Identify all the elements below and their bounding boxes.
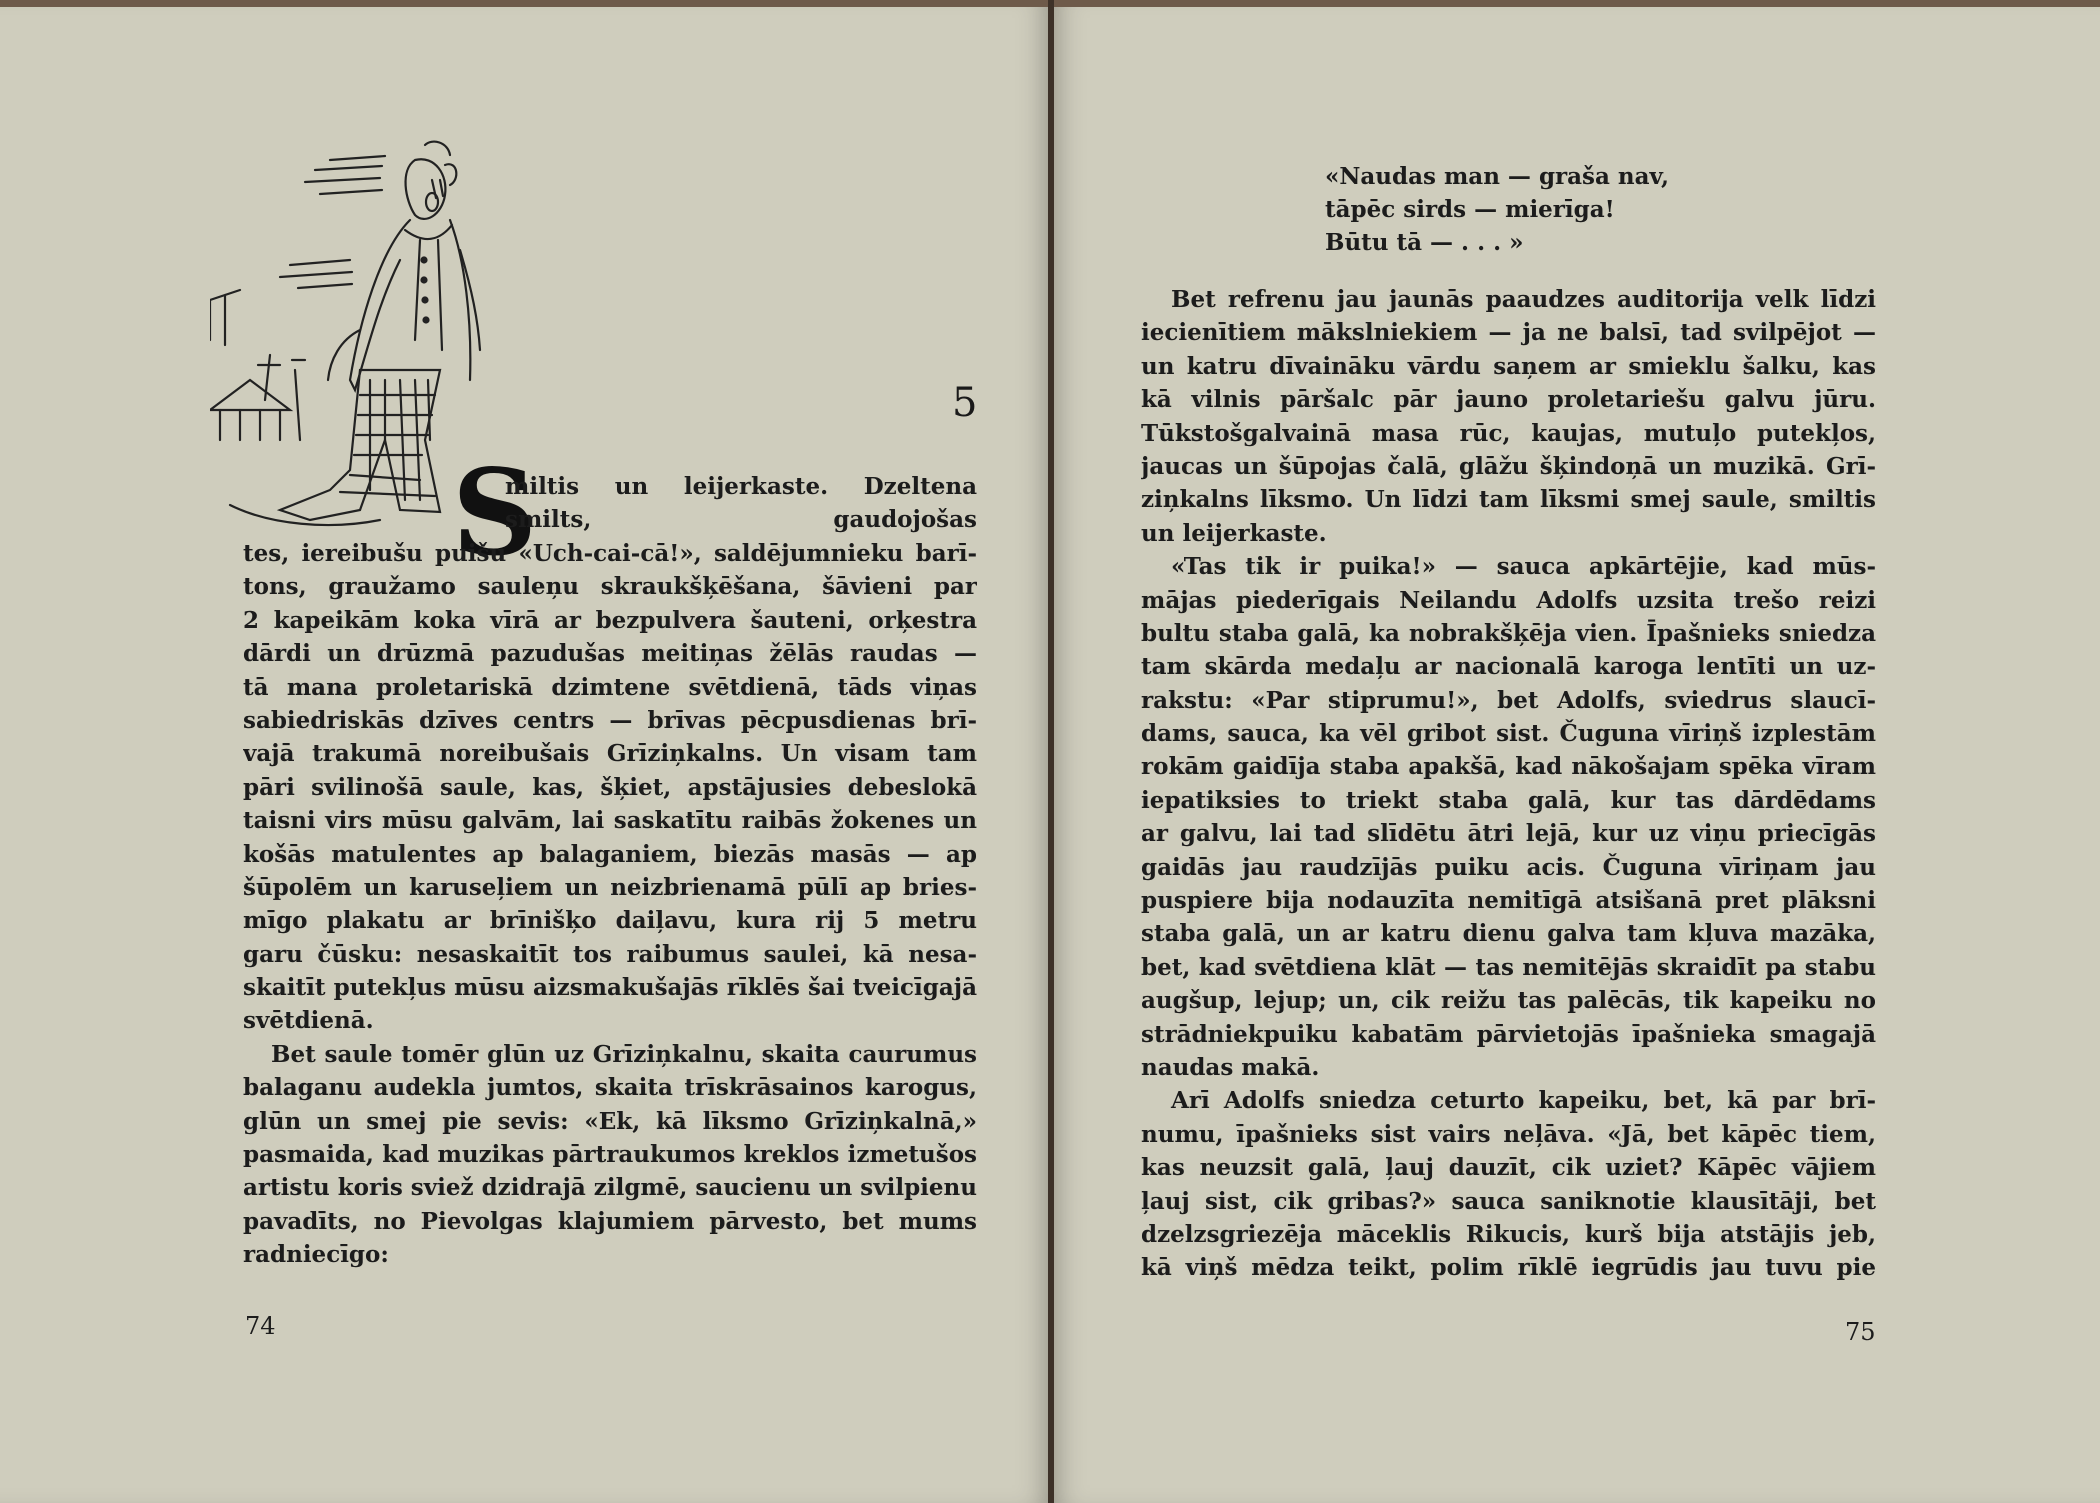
text-line: pāri svilinošā saule, kas, šķiet, apstājusies debeslokā [243, 773, 977, 801]
left-page [0, 0, 1048, 1503]
text-line: taisni virs mūsu galvām, lai saskatītu raibās žokenes un [243, 807, 977, 835]
top-edge [0, 0, 1048, 7]
text-line: šūpolēm un karuseļiem un neizbrienamā pūlī ap bries- [243, 873, 977, 901]
text-line: rakstu: «Par stiprumu!», bet Adolfs, sviedrus slaucī- [1141, 686, 1876, 714]
chapter-number: 5 [952, 380, 978, 426]
text-line: numu, īpašnieks sist vairs neļāva. «Jā, bet kāpēc tiem, [1141, 1120, 1876, 1148]
text-line: un katru dīvaināku vārdu saņem ar smieklu šalku, kas [1141, 352, 1876, 380]
text-line: un leijerkaste. [1141, 519, 1327, 547]
text-line: vajā trakumā noreibušais Grīziņkalns. Un visam tam [243, 740, 977, 768]
text-line: mājas piederīgais Neilandu Adolfs uzsita trešo reizi [1141, 586, 1876, 614]
text-line: jaucas un šūpojas čalā, glāžu šķindoņā un muzikā. Grī- [1141, 452, 1876, 480]
text-line: radniecīgo: [243, 1241, 389, 1269]
text-line: garu čūsku: nesaskaitīt tos raibumus saulei, kā nesa- [243, 940, 977, 968]
text-line: bultu staba galā, ka nobrakšķēja vien. Īpašnieks sniedza [1141, 619, 1876, 647]
text-line: tā mana proletariskā dzimtene svētdienā, tāds viņas [243, 673, 977, 701]
text-line: naudas makā. [1141, 1053, 1320, 1081]
text-line: kā viņš mēdza teikt, polim rīklē iegrūdis jau tuvu pie [1141, 1254, 1876, 1282]
text-line: košās matulentes ap balaganiem, biezās masās — ap [243, 840, 977, 868]
text-line: pavadīts, no Pievolgas klajumiem pārvesto, bet mums [243, 1207, 977, 1235]
text-line: strādniekpuiku kabatām pārvietojās īpašnieka smagajā [1141, 1020, 1876, 1048]
text-line: ziņkalns līksmo. Un līdzi tam līksmi smej saule, smiltis [1141, 486, 1876, 514]
text-line: «Tas tik ir puika!» — sauca apkārtējie, kad mūs- [1171, 553, 1876, 581]
text-line: augšup, lejup; un, cik reižu tas palēcās, tik kapeiku no [1141, 987, 1876, 1015]
poem-excerpt [1325, 160, 1669, 259]
text-line: ļauj sist, cik gribas?» sauca saniknotie klausītāji, bet [1141, 1187, 1876, 1215]
drop-cap: S [452, 443, 538, 582]
text-line: tons, graužamo sauleņu skraukšķēšana, šāvieni par [243, 573, 977, 601]
text-line: sabiedriskās dzīves centrs — brīvas pēcpusdienas brī- [243, 706, 977, 734]
text-line: gaidās jau raudzījās puiku acis. Čuguna vīriņam jau [1141, 853, 1876, 881]
text-line: dams, sauca, ka vēl gribot sist. Čuguna vīriņš izplestām [1141, 720, 1876, 748]
text-line: balaganu audekla jumtos, skaita trīskrāsainos karogus, [243, 1074, 977, 1102]
text-line: iecienītiem mākslniekiem — ja ne balsī, tad svilpējot — [1141, 319, 1876, 347]
text-line: svētdienā. [243, 1007, 374, 1035]
text-line: Bet saule tomēr glūn uz Grīziņkalnu, skaita caurumus [271, 1040, 977, 1068]
text-line: skaitīt putekļus mūsu aizsmakušajās rīklēs šai tveicīgajā [243, 974, 977, 1002]
text-line: dārdi un drūzmā pazudušas meitiņas žēlās raudas — [243, 640, 977, 668]
text-line: miltis un leijerkaste. Dzeltena [505, 473, 977, 500]
text-line: kas neuzsit galā, ļauj dauzīt, cik uziet? Kāpēc vājiem [1141, 1154, 1876, 1182]
poem-line: Būtu tā — . . . » [1325, 229, 1524, 256]
text-line: 2 kapeikām koka vīrā ar bezpulvera šauteni, orķestra [243, 606, 977, 634]
text-line: mīgo plakatu ar brīnišķo daiļavu, kura rij 5 metru [243, 907, 977, 935]
top-edge [1054, 0, 2100, 7]
text-line: bet, kad svētdiena klāt — tas nemitējās skraidīt pa stabu [1141, 953, 1876, 981]
page-number-right: 75 [1845, 1318, 1876, 1346]
text-line: Arī Adolfs sniedza ceturto kapeiku, bet, kā par brī- [1171, 1087, 1876, 1115]
text-line: staba galā, un ar katru dienu galva tam kļuva mazāka, [1141, 920, 1876, 948]
text-line: rokām gaidīja staba apakšā, kad nākošajam spēka vīram [1141, 753, 1876, 781]
text-line: puspiere bija nodauzīta nemitīgā atsišanā pret plāksni [1141, 887, 1876, 915]
text-block-intro [505, 470, 977, 537]
text-line: Bet refrenu jau jaunās paaudzes auditorija velk līdzi [1171, 286, 1876, 313]
text-line: pasmaida, kad muzikas pārtraukumos kreklos izmetušos [243, 1141, 977, 1169]
poem-line: tāpēc sirds — mierīga! [1325, 196, 1615, 223]
text-line: Tūkstošgalvainā masa rūc, kaujas, mutuļo putekļos, [1141, 419, 1876, 447]
text-line: glūn un smej pie sevis: «Ek, kā līksmo Grīziņkalnā,» [243, 1107, 977, 1135]
text-line: tam skārda medaļu ar nacionalā karoga lentīti un uz- [1141, 653, 1876, 681]
right-body-text [1141, 283, 1876, 1285]
left-body-text [243, 537, 977, 1272]
text-line: artistu koris sviež dzidrajā zilgmē, saucienu un svilpienu [243, 1174, 977, 1202]
text-line: kā vilnis pāršalc pār jauno proletariešu galvu jūru. [1141, 386, 1876, 414]
text-line: tes, iereibušu puišu «Uch-cai-cā!», saldējumnieku barī- [243, 540, 977, 567]
text-line: smilts, gaudojošas [505, 506, 977, 534]
text-line: dzelzsgriezēja māceklis Rikucis, kurš bija atstājis jeb, [1141, 1220, 1876, 1248]
poem-line: «Naudas man — graša nav, [1325, 163, 1670, 190]
page-number-left: 74 [245, 1312, 276, 1340]
text-line: iepatiksies to triekt staba galā, kur tas dārdēdams [1141, 786, 1876, 814]
text-line: ar galvu, lai tad slīdētu ātri lejā, kur uz viņu priecīgās [1141, 820, 1876, 848]
